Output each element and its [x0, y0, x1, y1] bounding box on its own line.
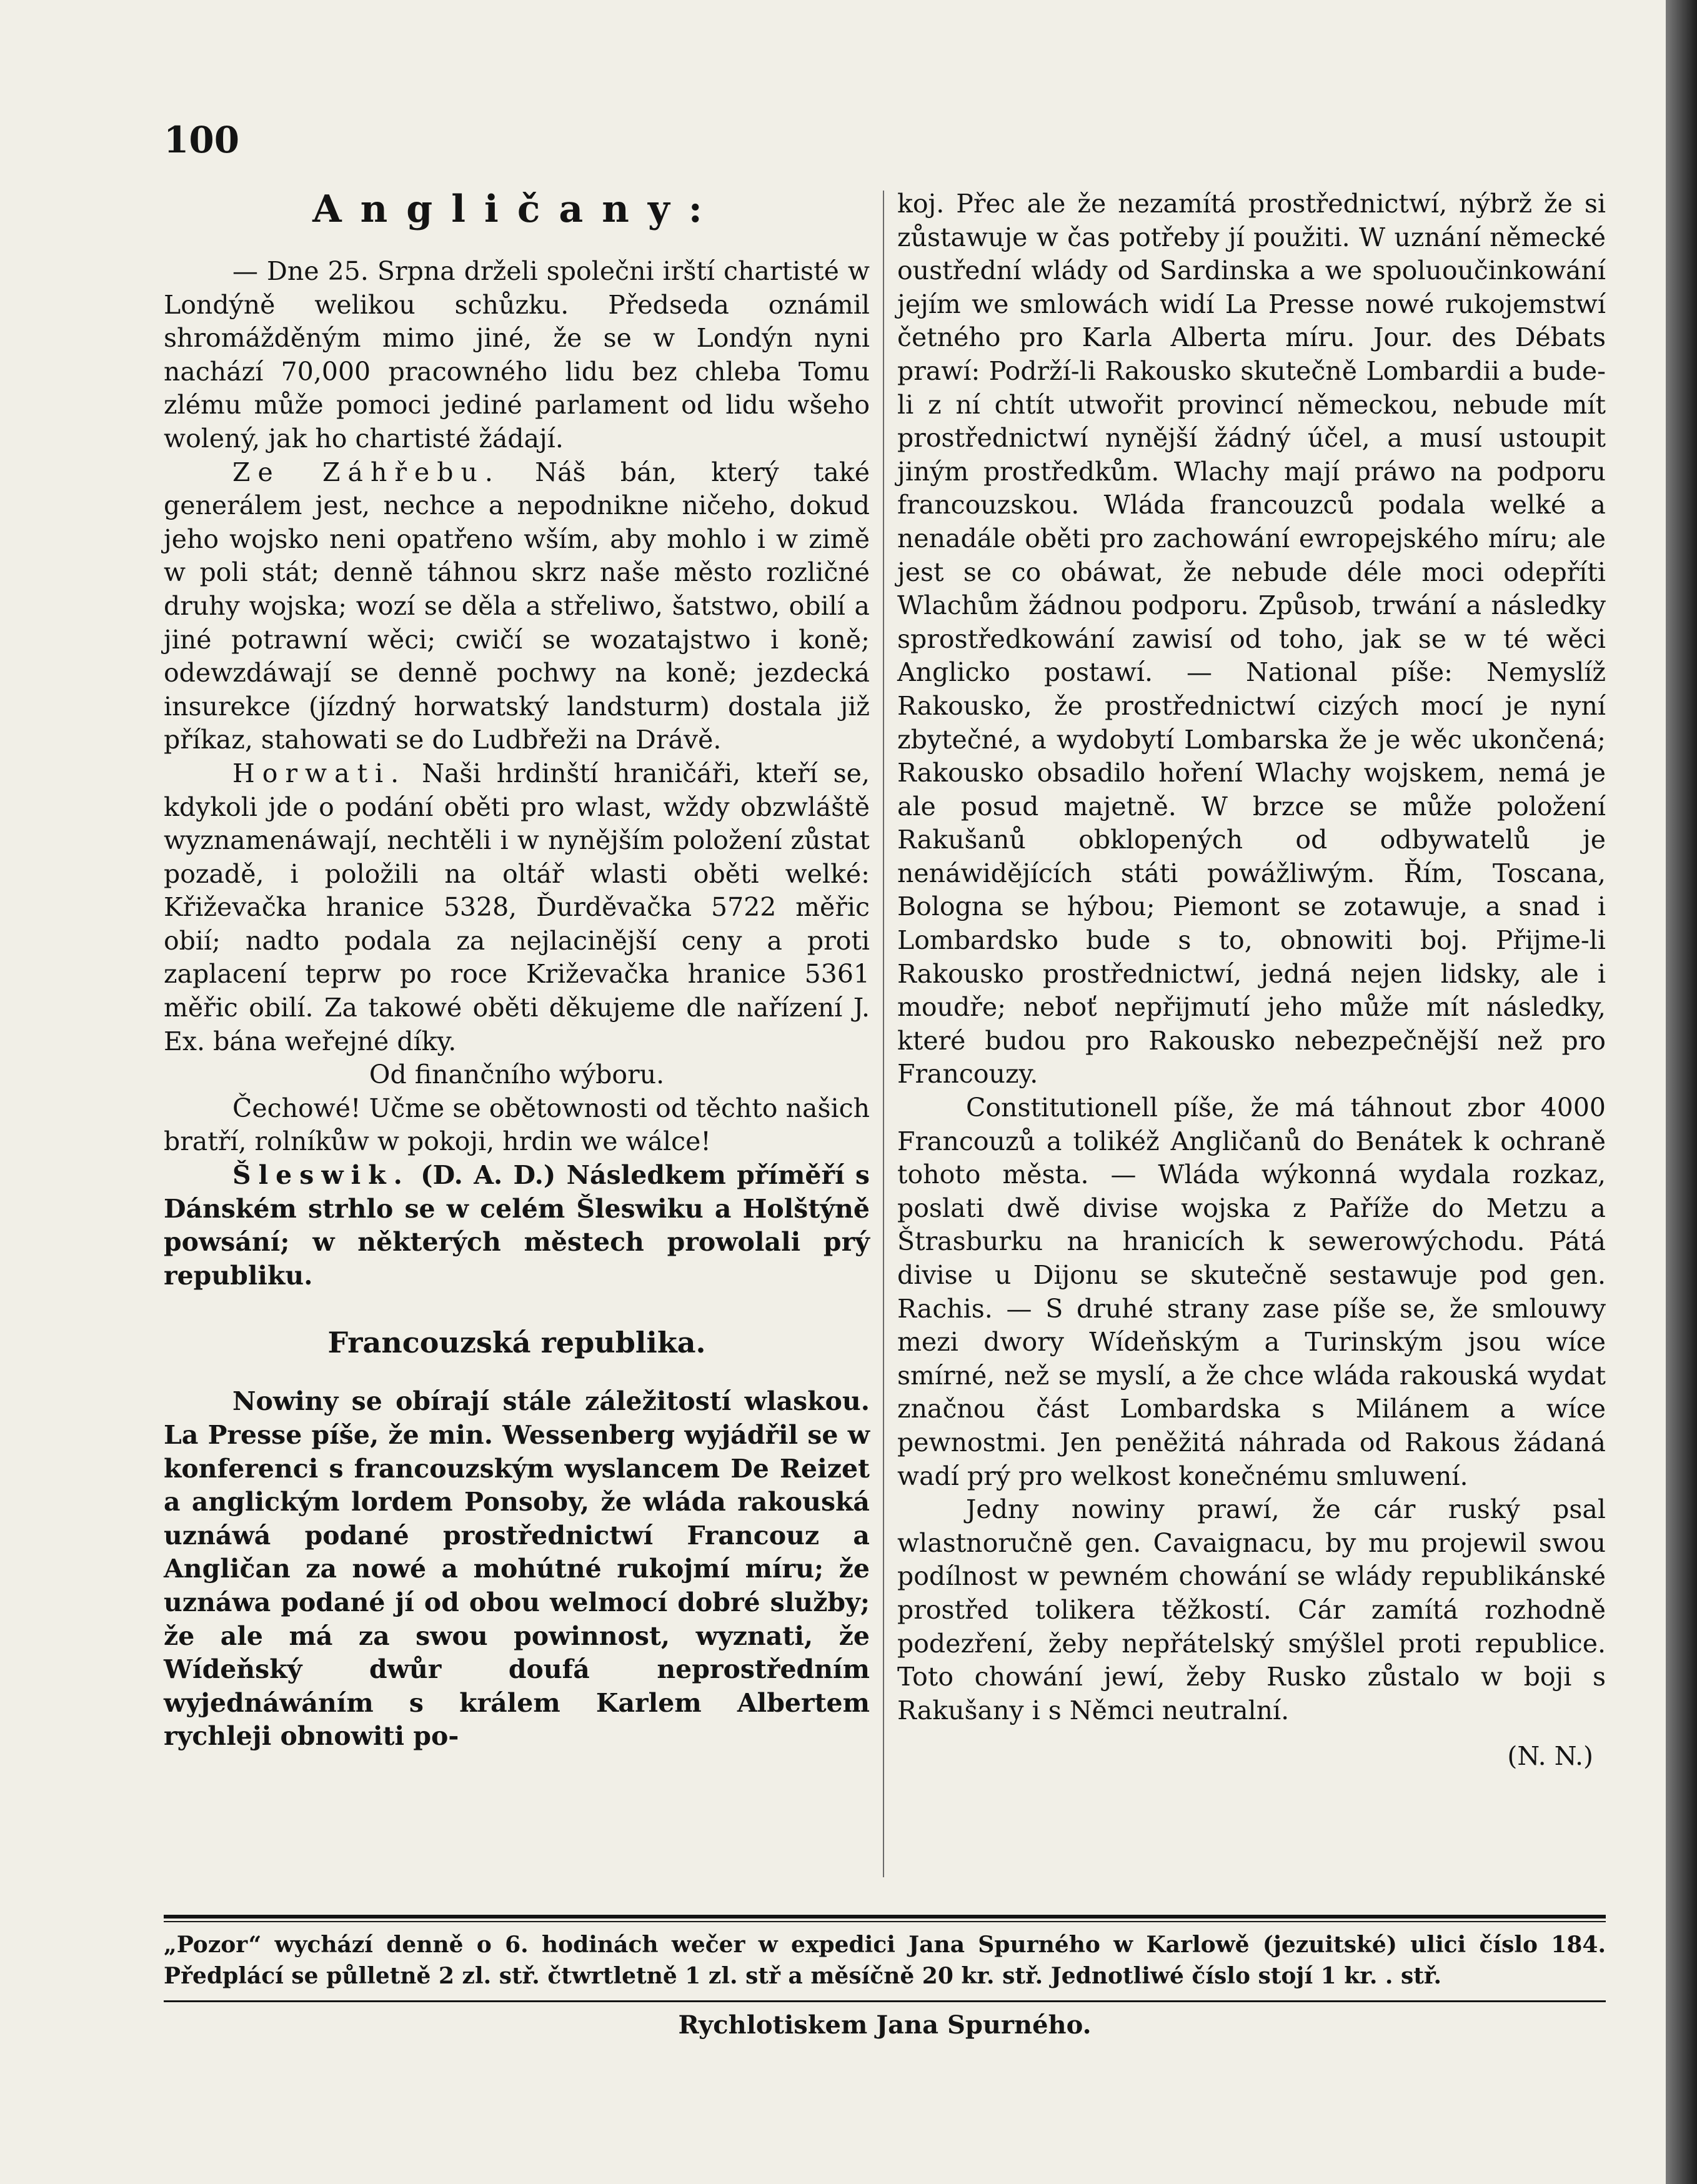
page-number: 100 — [164, 119, 240, 161]
footer-rule-top-thin — [164, 1921, 1606, 1922]
signature-financial-committee: Od finančního wýboru. — [369, 1060, 665, 1090]
book-spine-shadow — [1666, 0, 1697, 2184]
article-sleswik — [164, 1159, 870, 1293]
footer-rule-bottom — [164, 2000, 1606, 2002]
left-column — [164, 187, 870, 1754]
dateline-sleswik: Šleswik. — [232, 1160, 410, 1191]
footer-rule-top — [164, 1915, 1606, 1918]
article-cechowe: Čechowé! Učme se obětownosti od těchto našich bratří, rolníkůw w pokoji, hrdin we wálce! — [164, 1093, 870, 1157]
printer-imprint: Rychlotiskem Jana Spurného. — [678, 2010, 1092, 2040]
article-sleswik-text: (D. A. D.) Následkem příměří s Dánském strhlo se w celém Šleswiku a Holštýně powsání; w některých městech prowolali prý republiku. — [164, 1160, 870, 1291]
article-czar: Jedny nowiny prawí, že cár ruský psal wlastnoručně gen. Cavaignacu, by mu projewil swou podílnost w pewném chowání se wlády republikánské prostřed tolikera těžkostí. Cár zamítá rozhodně podezření, žeby nepřátelský smýšlel proti republice. Toto chowání jewí, žeby Rusko zůstalo w boji s Rakušany i s Němci neutralní. — [897, 1494, 1606, 1725]
heading-anglicany: Angličany: — [312, 187, 721, 231]
right-column — [897, 187, 1606, 1774]
signature-nn: (N. N.) — [1507, 1741, 1593, 1772]
column-divider — [883, 191, 884, 1877]
article-chartists: — Dne 25. Srpna drželi společni irští chartisté w Londýně welikou schůzku. Předseda oznámil shromážděným mimo jiné, že se w Londýn nyni nachází 70,000 pracowného lidu bez chleba Tomu zlému může pomoci jediné parlament od lidu wšeho wolený, jak ho chartisté žádají. — [164, 256, 870, 454]
article-constitutionell: Constitutionell píše, že má táhnout zbor 4000 Francouzů a tolikéž Angličanů do Benátek k ochraně tohoto města. — Wláda wýkonná wydala rozkaz, poslati dwě divise wojska z Paříže do Metzu a Štrasburku na hranicích k sewerowýchodu. Pátá divise u Dijonu se skutečně sestawuje pod gen. Rachis. — S druhé strany zase píše se, že smlouwy mezi dwory Wídeňským a Turinským jsou wíce smírné, než se myslí, a že chce wláda rakouská wydat značnou část Lombardska s Milánem a wíce pewnostmi. Jen peněžitá náhrada od Rakous žádaná wadí prý pro welkost konečnému smluwení. — [897, 1093, 1606, 1491]
footer-publication-info: „Pozor“ wychází denně o 6. hodinách wečer w expedici Jana Spurného w Karlowě (jezuitské) ulici číslo 184. Předplácí se půlletně 2 zl. stř. čtwrtletně 1 zl. stř a měsíčně 20 kr. stř. Jednotliwé číslo stojí 1 kr. . stř. — [164, 1932, 1606, 1989]
article-horwati — [164, 757, 870, 1058]
article-francouzska-1: Nowiny se obírají stále záležitostí wlaskou. La Presse píše, že min. Wessenberg wyjádřil se w konferenci s francouzským wyslancem De Reizet a anglickým lordem Ponsoby, že wláda rakouská uznáwá podané prostřednictwí Francouz a Angličan za nowé a mohútné rukojmí míru; že uznáwa podané jí od obou welmocí dobré služby; že ale má za swou powinnost, wyznati, že Wídeňský dwůr doufá neprostředním wyjednáwáním s králem Karlem Albertem rychleji obnowiti po- — [164, 1386, 870, 1752]
article-zahreb — [164, 456, 870, 757]
dateline-horwati: Horwati. — [232, 758, 407, 788]
dateline-zahreb: Ze Záhřebu. — [232, 457, 500, 487]
article-zahreb-text: Náš bán, který také generálem jest, nechce a nepodnikne ničeho, dokud jeho wojsko neni opatřeno wším, aby mohlo i w zimě w poli stát; denně táhnou skrz naše město rozličné druhy wojska; wozí se děla a střeliwo, šatstwo, obilí a jiné potrawní wěci; cwičí se wozatajstwo i koně; odewzdáwají se denně pochwy na koně; jezdecká insurekce (jízdný horwatský landsturm) dostala již příkaz, stahowati se do Ludbřeži na Drávě. — [164, 457, 870, 755]
article-horwati-text: Naši hrdinští hraničáři, kteří se, kdykoli jde o podání oběti pro wlast, wždy obzwláště wyznamenáwají, nechtěli i w nynějším položení zůstat pozadě, i položili na oltář wlasti oběti welké: Křiževačka hranice 5328, Ďurděvačka 5722 měřic obií; nadto podala za nejlacinější ceny a proti zaplacení teprw po roce Križevačka hranice 5361 měřic obilí. Za takowé oběti děkujeme dle nařízení J. Ex. bána weřejné díky. — [164, 758, 870, 1056]
article-francouzska-continued: koj. Přec ale že nezamítá prostřednictwí, nýbrž že si zůstawuje w čas potřeby jí použiti. W uznání německé oustřední wlády od Sardinska a we spoluoučinkowání jejím we smlowách widí La Presse nowé rukojemstwí četného pro Karla Alberta míru. Jour. des Débats prawí: Podrží-li Rakousko skutečně Lombardii a bude-li z ní chtít utwořit provincí německou, nebude mít prostřednictwí nynější žádný účel, a musí ustoupit jiným prostředkům. Wlachy mají práwo na podporu francouzskou. Wláda francouzců podala welké a nenadále oběti pro zachowání ewropejského míru; ale jest se co obáwat, že nebude déle moci odepříti Wlachům žádnou podporu. Způsob, trwání a následky sprostředkowání zawisí od toho, jak se w té wěci Anglicko postawí. — National píše: Nemyslíž Rakousko, že prostřednictwí cizých mocí je nyní zbytečné, a wydobytí Lombarska že je wěc ukončená; Rakousko obsadilo hoření Wlachy wojskem, nemá je ale posud majetně. W brzce se může položení Rakušanů obklopených od odbywatelů je nenáwidějících státi powážliwým. Řím, Toscana, Bologna se hýbou; Piemont se zotawuje, a snad i Lombardsko bude s to, obnowiti boj. Přijme-li Rakousko prostřednictwí, jedná nejen lidsky, ale i moudře; neboť nepřijmutí jeho může mít následky, které budou pro Rakousko nebezpečnější než pro Francouzy. — [897, 189, 1606, 1090]
heading-francouzska-republika: Francouzská republika. — [327, 1326, 706, 1360]
